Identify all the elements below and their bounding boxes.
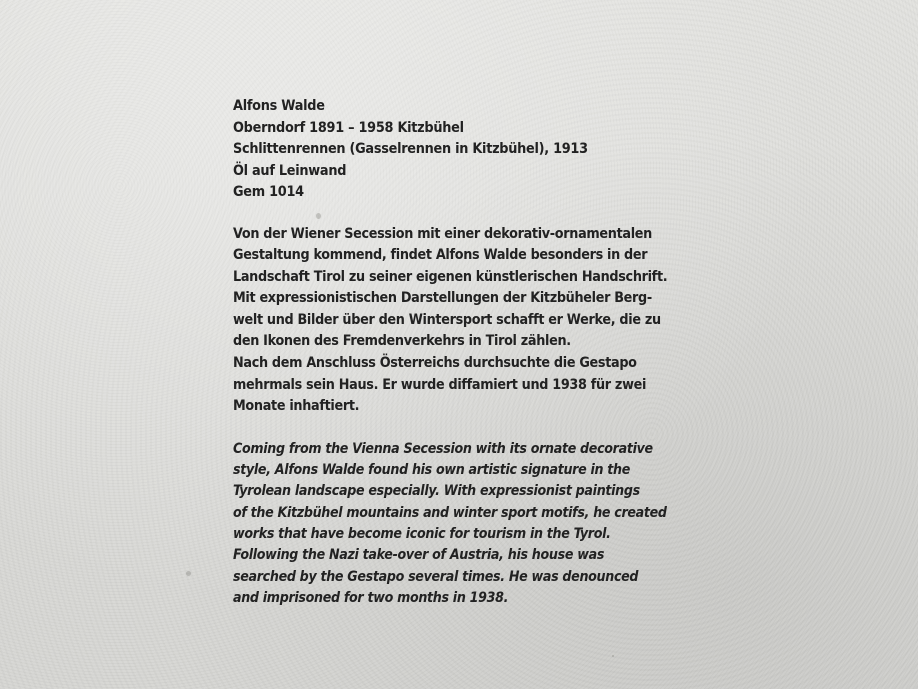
museum-label: [233, 96, 703, 609]
artist-life-dates: Oberndorf 1891 – 1958 Kitzbühel: [233, 119, 464, 136]
english-text-line: Coming from the Vienna Secession with its ornate decorative: [233, 440, 653, 457]
german-text-line: Monate inhaftiert.: [233, 398, 360, 415]
english-text-line: and imprisoned for two months in 1938.: [233, 589, 509, 606]
german-text-line: Gestaltung kommend, findet Alfons Walde besonders in der: [233, 247, 648, 264]
german-text-line: welt und Bilder über den Wintersport schafft er Werke, die zu: [233, 311, 661, 328]
artwork-medium: Öl auf Leinwand: [233, 162, 347, 179]
german-text-line: Nach dem Anschluss Österreichs durchsuchte die Gestapo: [233, 355, 637, 372]
german-text-line: Mit expressionistischen Darstellungen der Kitzbüheler Berg-: [233, 290, 652, 307]
inventory-number: Gem 1014: [233, 184, 304, 200]
english-text-line: works that have become iconic for tourism in the Tyrol.: [233, 526, 611, 543]
artwork-title: Schlittenrennen (Gasselrennen in Kitzbühel), 1913: [233, 141, 588, 157]
english-text-line: of the Kitzbühel mountains and winter sport motifs, he created: [233, 504, 667, 521]
english-text-line: Tyrolean landscape especially. With expressionist paintings: [233, 483, 640, 500]
artist-name: Alfons Walde: [233, 98, 325, 114]
wall-speck: [186, 571, 191, 576]
german-text-line: Von der Wiener Secession mit einer dekorativ-ornamentalen: [233, 225, 652, 242]
german-text-line: mehrmals sein Haus. Er wurde diffamiert und 1938 für zwei: [233, 376, 647, 393]
german-text-line: Landschaft Tirol zu seiner eigenen künstlerischen Handschrift.: [233, 268, 668, 285]
german-text-line: den Ikonen des Fremdenverkehrs in Tirol zählen.: [233, 333, 571, 350]
english-description: [233, 439, 703, 609]
wall-speck: [612, 655, 614, 657]
artwork-header: [233, 96, 703, 204]
english-text-line: searched by the Gestapo several times. He was denounced: [233, 568, 639, 585]
english-text-line: Following the Nazi take-over of Austria, his house was: [233, 547, 605, 564]
english-text-line: style, Alfons Walde found his own artistic signature in the: [233, 462, 630, 479]
german-description: [233, 224, 703, 418]
